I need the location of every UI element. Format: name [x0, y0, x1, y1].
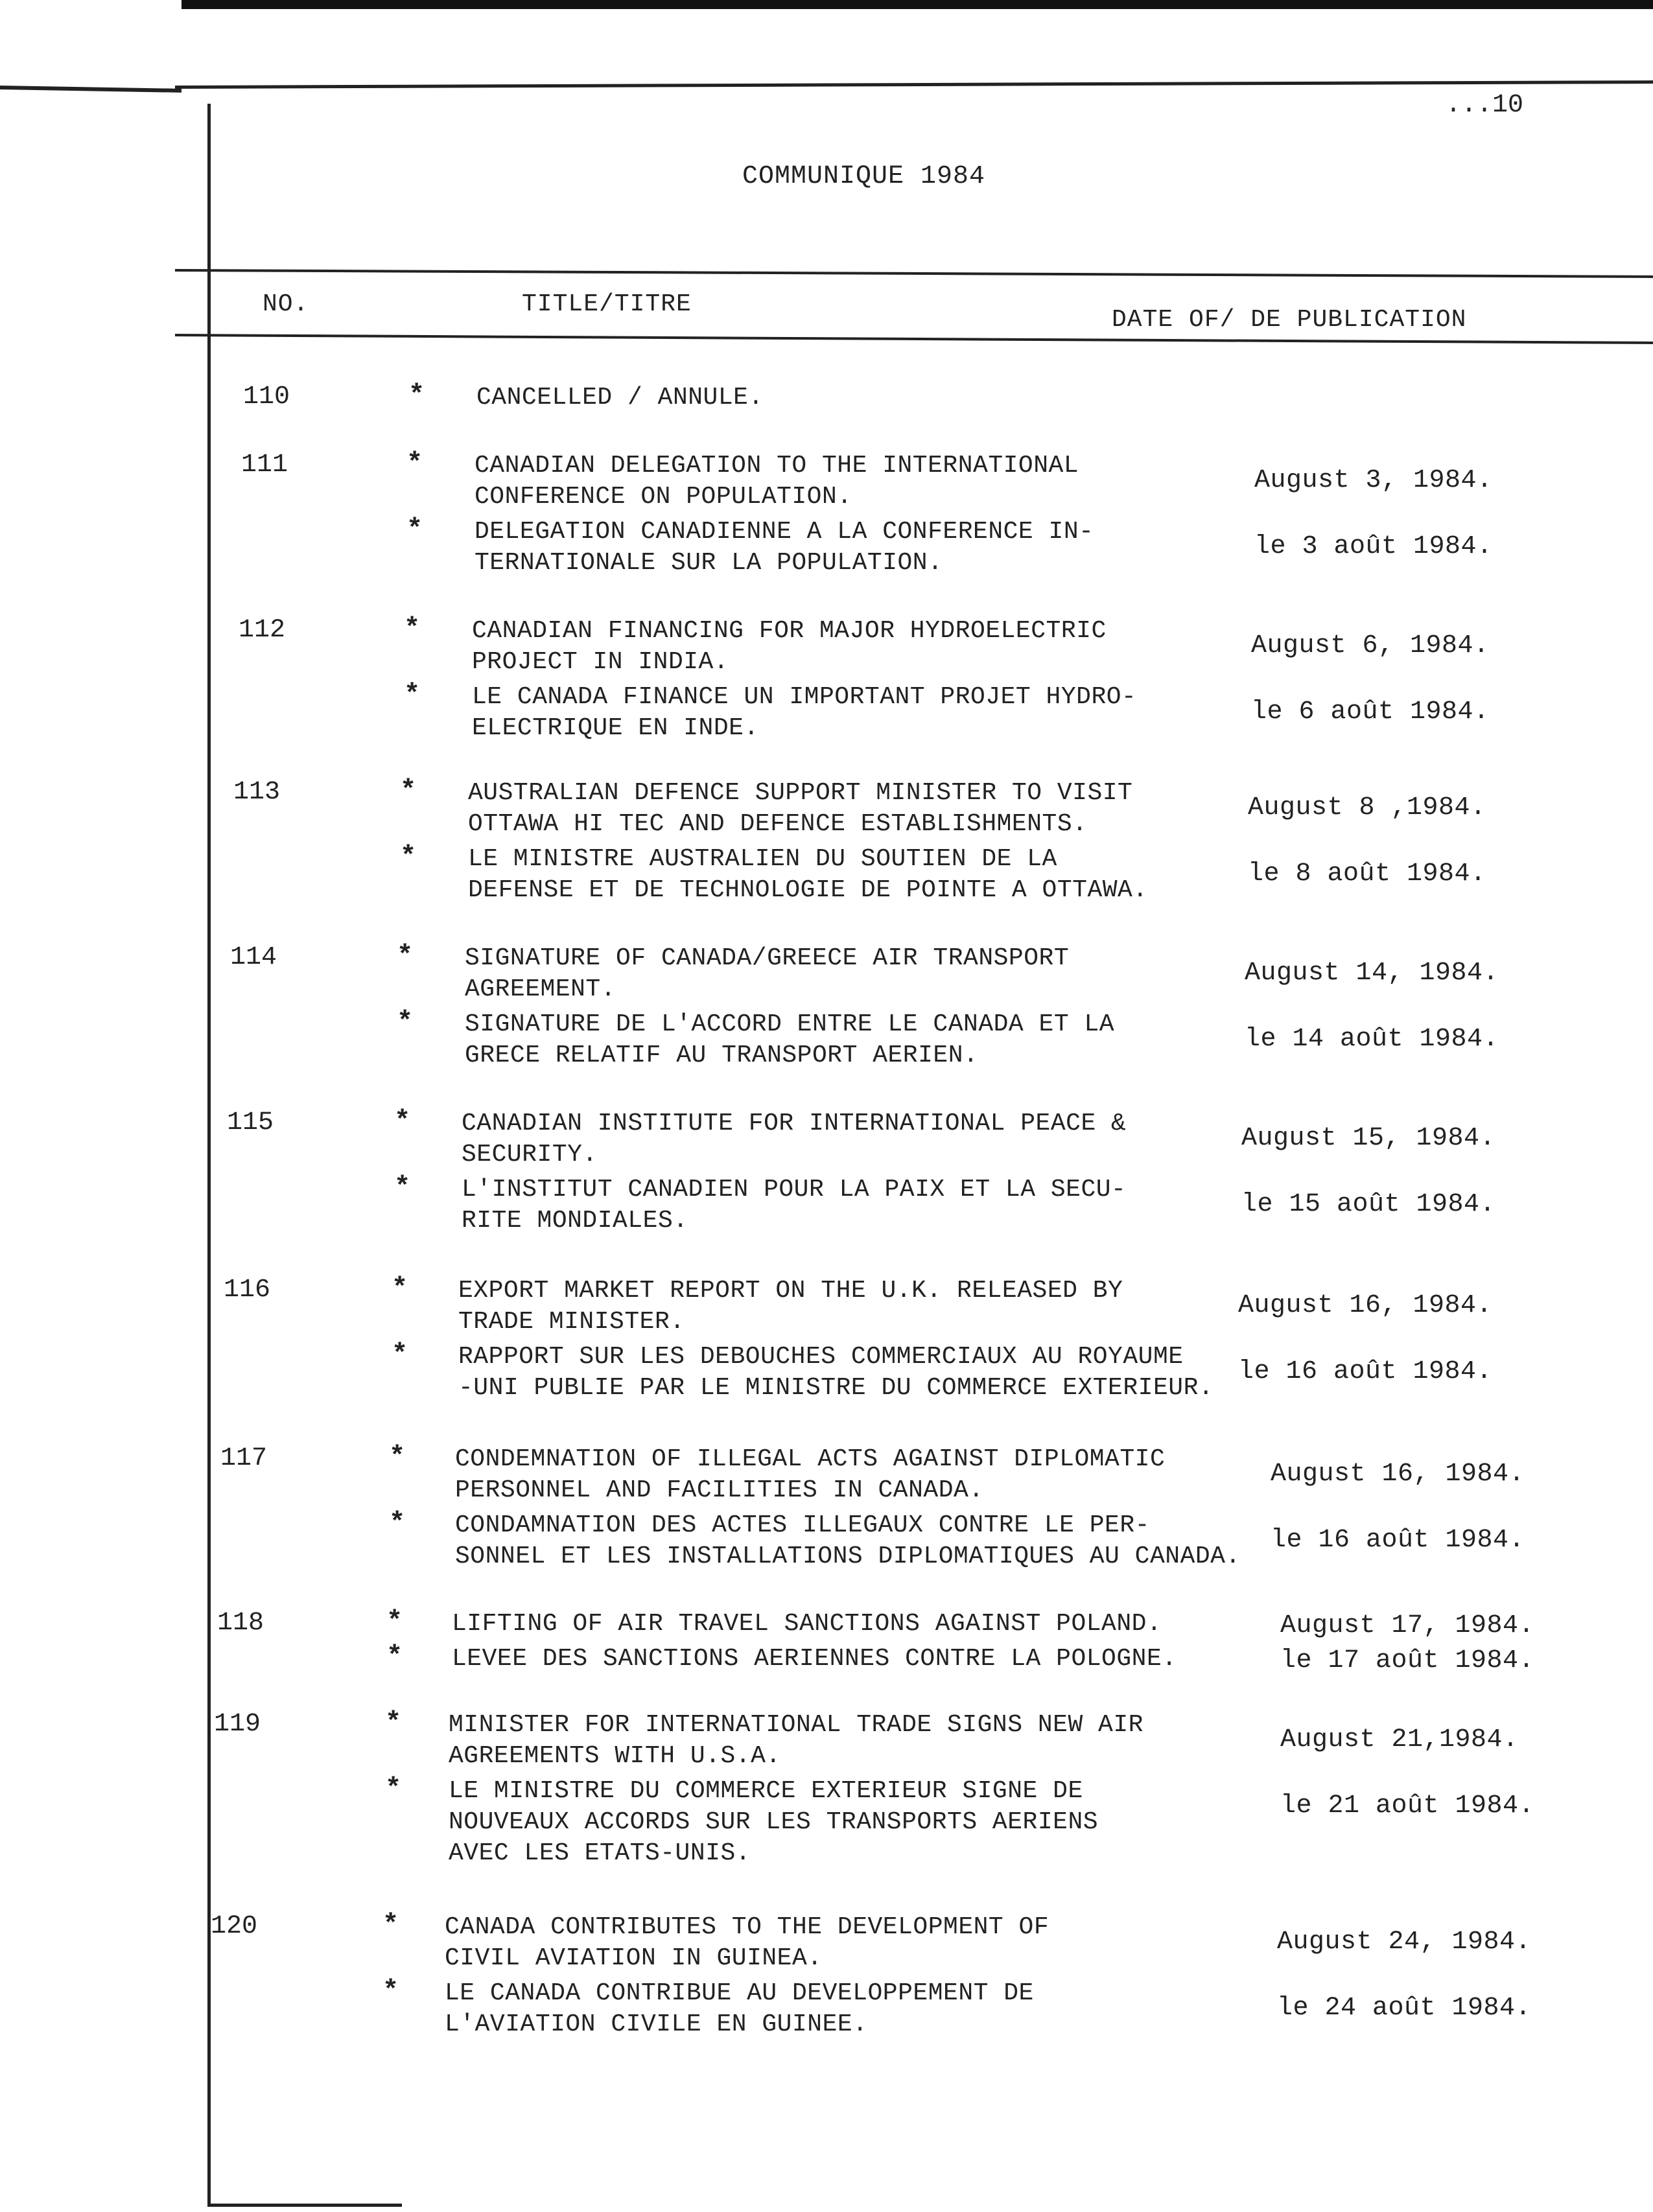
title-line: -UNI PUBLIE PAR LE MINISTRE DU COMMERCE EXTERIEUR. — [458, 1374, 1214, 1402]
asterisk-marker: * — [406, 448, 423, 479]
publication-date: le 8 août 1984. — [1248, 859, 1486, 889]
publication-date: August 6, 1984. — [1251, 631, 1490, 660]
page-title: COMMUNIQUE 1984 — [742, 162, 986, 191]
title-line: CONDAMNATION DES ACTES ILLEGAUX CONTRE LE PER- — [455, 1511, 1150, 1539]
title-line: GRECE RELATIF AU TRANSPORT AERIEN. — [465, 1042, 979, 1069]
communique-title — [465, 1009, 1114, 1071]
asterisk-marker: * — [386, 1606, 403, 1637]
entry-number: 112 — [239, 616, 286, 645]
title-line: PERSONNEL AND FACILITIES IN CANADA. — [455, 1476, 984, 1504]
communique-title — [449, 1710, 1143, 1772]
title-line: MINISTER FOR INTERNATIONAL TRADE SIGNS NEW AIR — [449, 1711, 1143, 1739]
title-line: LEVEE DES SANCTIONS AERIENNES CONTRE LA POLOGNE. — [452, 1645, 1177, 1673]
communique-title — [452, 1609, 1162, 1640]
publication-date: le 14 août 1984. — [1245, 1025, 1499, 1054]
title-line: LE MINISTRE DU COMMERCE EXTERIEUR SIGNE DE — [449, 1777, 1083, 1805]
title-line: DELEGATION CANADIENNE A LA CONFERENCE IN- — [475, 518, 1094, 546]
page-number: ...10 — [1446, 91, 1524, 120]
title-line: LE MINISTRE AUSTRALIEN DU SOUTIEN DE LA — [468, 845, 1057, 873]
column-header-title: TITLE/TITRE — [522, 290, 692, 318]
title-line: ELECTRIQUE EN INDE. — [472, 714, 759, 742]
communique-title — [472, 682, 1136, 744]
title-line: AGREEMENTS WITH U.S.A. — [449, 1742, 781, 1770]
title-line: CANADA CONTRIBUTES TO THE DEVELOPMENT OF — [445, 1913, 1049, 1941]
entry-number: 117 — [220, 1444, 268, 1473]
entry-number: 115 — [227, 1108, 274, 1137]
asterisk-marker: * — [394, 1172, 411, 1203]
asterisk-marker: * — [408, 380, 425, 411]
communique-title — [468, 778, 1132, 840]
asterisk-marker: * — [382, 1975, 399, 2007]
communique-title — [452, 1644, 1177, 1675]
title-line: NOUVEAUX ACCORDS SUR LES TRANSPORTS AERIENS — [449, 1808, 1099, 1836]
title-line: CANCELLED / ANNULE. — [476, 384, 764, 412]
title-line: TERNATIONALE SUR LA POPULATION. — [475, 549, 943, 577]
column-header-no: NO. — [263, 290, 309, 318]
asterisk-marker: * — [386, 1641, 403, 1672]
communique-title — [458, 1275, 1123, 1338]
title-line: AGREEMENT. — [465, 975, 616, 1003]
publication-date: August 14, 1984. — [1245, 959, 1499, 988]
title-line: RITE MONDIALES. — [462, 1207, 688, 1235]
communique-title — [475, 450, 1079, 513]
title-line: SIGNATURE OF CANADA/GREECE AIR TRANSPORT — [465, 944, 1070, 972]
title-line: SIGNATURE DE L'ACCORD ENTRE LE CANADA ET LA — [465, 1010, 1115, 1038]
title-line: SONNEL ET LES INSTALLATIONS DIPLOMATIQUES AU CANADA. — [455, 1543, 1241, 1570]
asterisk-marker: * — [406, 514, 423, 545]
title-line: CONDEMNATION OF ILLEGAL ACTS AGAINST DIPLOMATIC — [455, 1445, 1166, 1473]
entry-number: 116 — [224, 1275, 271, 1305]
publication-date: le 21 août 1984. — [1280, 1791, 1535, 1821]
title-line: TRADE MINISTER. — [458, 1308, 685, 1336]
asterisk-marker: * — [400, 775, 417, 806]
asterisk-marker: * — [392, 1339, 408, 1370]
title-line: CONFERENCE ON POPULATION. — [475, 483, 852, 511]
publication-date: le 16 août 1984. — [1238, 1357, 1493, 1386]
entry-number: 119 — [214, 1710, 261, 1739]
title-line: PROJECT IN INDIA. — [472, 648, 729, 676]
entry-number: 118 — [217, 1609, 264, 1638]
publication-date: August 15, 1984. — [1241, 1124, 1496, 1153]
communique-title — [455, 1510, 1241, 1572]
title-line: L'INSTITUT CANADIEN POUR LA PAIX ET LA SECU- — [462, 1176, 1127, 1204]
communique-title — [476, 382, 764, 413]
asterisk-marker: * — [404, 613, 421, 644]
publication-date: le 24 août 1984. — [1277, 1994, 1532, 2023]
asterisk-marker: * — [389, 1508, 406, 1539]
entry-number: 114 — [230, 943, 277, 972]
communique-title — [465, 943, 1069, 1005]
entry-number: 111 — [241, 450, 288, 480]
asterisk-marker: * — [382, 1909, 399, 1940]
publication-date: August 8 ,1984. — [1248, 793, 1486, 822]
communique-title — [458, 1342, 1213, 1404]
publication-date: August 21,1984. — [1280, 1725, 1519, 1754]
communique-title — [462, 1174, 1126, 1237]
asterisk-marker: * — [389, 1441, 406, 1473]
asterisk-marker: * — [400, 841, 417, 872]
publication-date: August 3, 1984. — [1254, 466, 1493, 495]
entry-number: 120 — [211, 1912, 258, 1941]
asterisk-marker: * — [397, 940, 414, 972]
title-line: LE CANADA FINANCE UN IMPORTANT PROJET HYDRO- — [472, 683, 1137, 711]
title-line: CANADIAN INSTITUTE FOR INTERNATIONAL PEACE & — [462, 1110, 1127, 1137]
communique-title — [445, 1978, 1034, 2040]
publication-date: le 3 août 1984. — [1254, 532, 1493, 561]
title-line: CANADIAN FINANCING FOR MAJOR HYDROELECTRIC — [472, 617, 1107, 645]
communique-title — [455, 1444, 1165, 1506]
asterisk-marker: * — [385, 1707, 402, 1738]
communique-title — [445, 1912, 1049, 1974]
publication-date: le 17 août 1984. — [1280, 1646, 1535, 1675]
communique-title — [449, 1776, 1098, 1869]
title-line: OTTAWA HI TEC AND DEFENCE ESTABLISHMENTS. — [468, 810, 1088, 838]
title-line: DEFENSE ET DE TECHNOLOGIE DE POINTE A OTTAWA. — [468, 876, 1148, 904]
title-line: RAPPORT SUR LES DEBOUCHES COMMERCIAUX AU ROYAUME — [458, 1343, 1184, 1371]
title-line: CIVIL AVIATION IN GUINEA. — [445, 1944, 823, 1972]
entry-number: 110 — [243, 382, 290, 412]
communique-title — [462, 1108, 1126, 1170]
title-line: L'AVIATION CIVILE EN GUINEE. — [445, 2010, 868, 2038]
title-line: LE CANADA CONTRIBUE AU DEVELOPPEMENT DE — [445, 1979, 1034, 2007]
publication-date: le 16 août 1984. — [1271, 1526, 1525, 1555]
publication-date: le 6 août 1984. — [1251, 697, 1490, 727]
publication-date: August 24, 1984. — [1277, 1927, 1532, 1957]
title-line: LIFTING OF AIR TRAVEL SANCTIONS AGAINST POLAND. — [452, 1610, 1162, 1638]
publication-date: August 16, 1984. — [1238, 1291, 1493, 1320]
communique-title — [475, 517, 1094, 579]
communique-title — [468, 844, 1148, 906]
column-header-date: DATE OF/ DE PUBLICATION — [1112, 306, 1467, 334]
publication-date: August 17, 1984. — [1280, 1611, 1535, 1640]
asterisk-marker: * — [394, 1106, 411, 1137]
entry-number: 113 — [233, 778, 281, 807]
title-line: EXPORT MARKET REPORT ON THE U.K. RELEASED BY — [458, 1277, 1123, 1305]
publication-date: le 15 août 1984. — [1241, 1190, 1496, 1219]
title-line: SECURITY. — [462, 1141, 598, 1169]
title-line: CANADIAN DELEGATION TO THE INTERNATIONAL — [475, 452, 1079, 480]
asterisk-marker: * — [404, 679, 421, 710]
asterisk-marker: * — [397, 1007, 414, 1038]
title-line: AUSTRALIAN DEFENCE SUPPORT MINISTER TO VISIT — [468, 779, 1133, 807]
title-line: AVEC LES ETATS-UNIS. — [449, 1839, 751, 1867]
asterisk-marker: * — [392, 1273, 408, 1304]
communique-title — [472, 616, 1107, 678]
asterisk-marker: * — [385, 1773, 402, 1804]
publication-date: August 16, 1984. — [1271, 1460, 1525, 1489]
